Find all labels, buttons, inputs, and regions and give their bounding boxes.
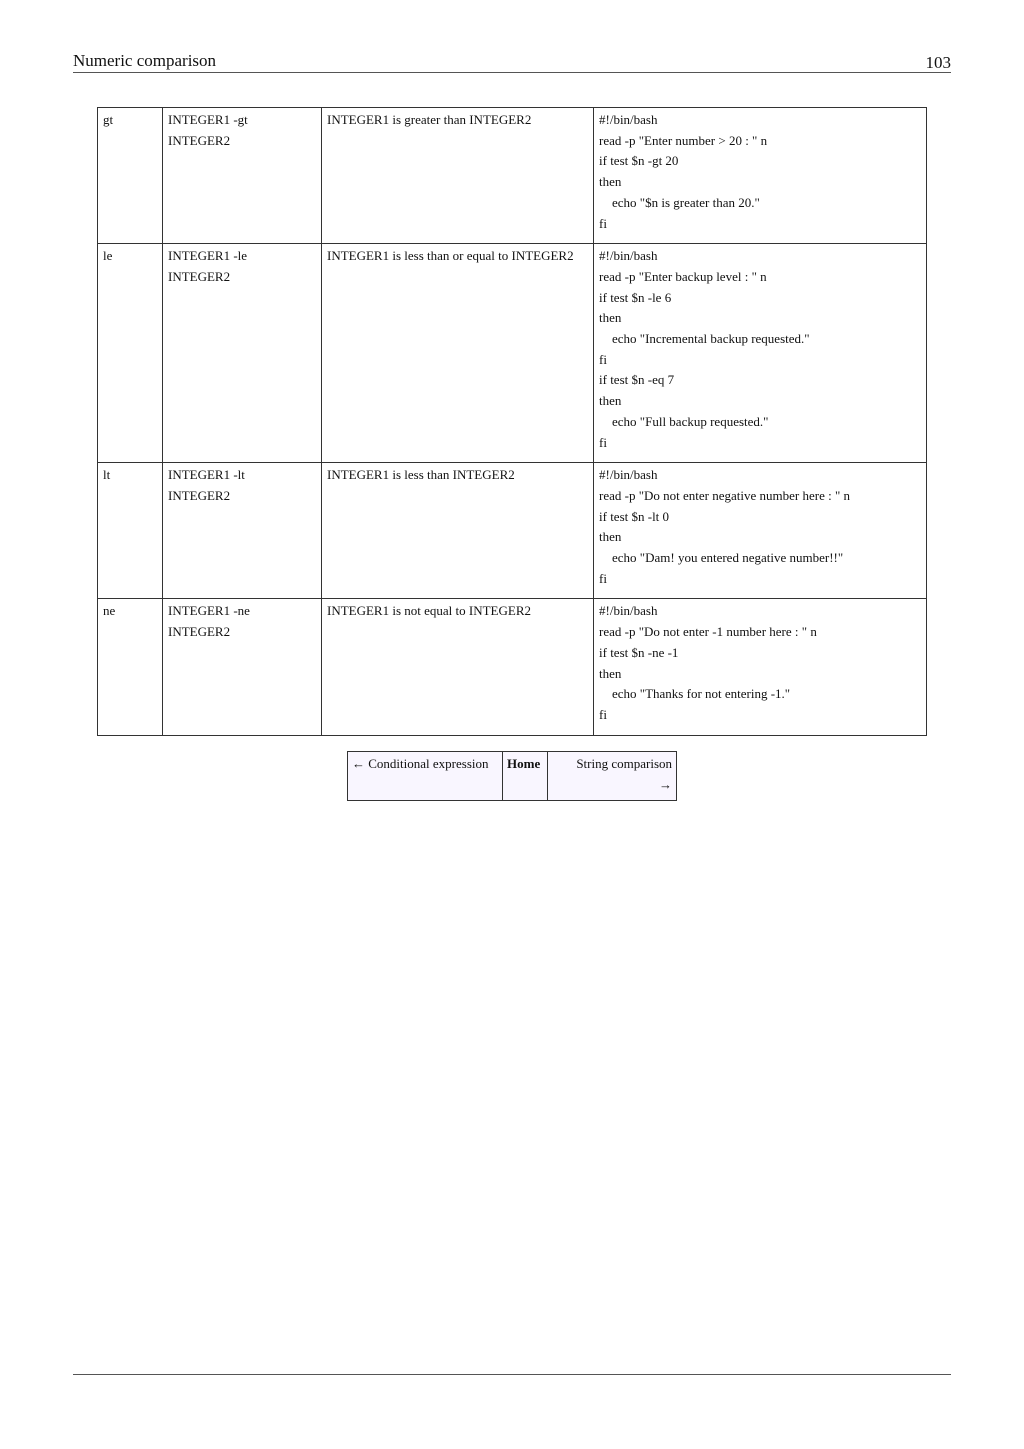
code-line: echo "Dam! you entered negative number!!": [612, 550, 844, 566]
syntax-line: INTEGER2: [168, 268, 231, 284]
description-cell: INTEGER1 is less than or equal to INTEGER2: [322, 244, 594, 463]
description-cell: INTEGER1 is greater than INTEGER2: [322, 108, 594, 244]
syntax-line: INTEGER2: [168, 487, 231, 503]
syntax-line: INTEGER1 -le: [168, 248, 248, 264]
syntax-cell: [163, 244, 322, 463]
description-cell: INTEGER1 is not equal to INTEGER2: [322, 599, 594, 735]
code-line: if test $n -ne -1: [599, 644, 679, 660]
code-line: #!/bin/bash: [599, 467, 658, 483]
code-line: fi: [599, 215, 607, 231]
table-row: [98, 244, 927, 463]
operator-cell: gt: [98, 108, 163, 244]
syntax-cell: [163, 108, 322, 244]
code-line: then: [599, 393, 622, 409]
code-line: then: [599, 174, 622, 190]
code-line: #!/bin/bash: [599, 112, 658, 127]
code-line: echo "$n is greater than 20.": [612, 194, 760, 210]
example-cell: [594, 244, 927, 463]
example-cell: [594, 599, 927, 735]
code-line: #!/bin/bash: [599, 248, 658, 264]
syntax-line: INTEGER1 -gt: [168, 112, 248, 127]
code-line: read -p "Enter number > 20 : " n: [599, 132, 768, 148]
code-line: fi: [599, 570, 607, 586]
syntax-cell: [163, 599, 322, 735]
example-cell: [594, 463, 927, 599]
code-line: then: [599, 529, 622, 545]
description-cell: INTEGER1 is less than INTEGER2: [322, 463, 594, 599]
operator-cell: le: [98, 244, 163, 463]
code-line: echo "Incremental backup requested.": [612, 331, 810, 347]
page-header: [73, 50, 951, 73]
prev-link-conditional-expression[interactable]: ← Conditional expression: [348, 752, 503, 801]
navigation-row: [348, 752, 677, 801]
operator-cell: ne: [98, 599, 163, 735]
code-line: read -p "Do not enter -1 number here : " n: [599, 624, 817, 640]
syntax-line: INTEGER1 -ne: [168, 603, 250, 619]
navigation-box: [347, 751, 677, 801]
code-line: fi: [599, 351, 607, 367]
syntax-line: INTEGER2: [168, 132, 231, 148]
syntax-cell: [163, 463, 322, 599]
home-link[interactable]: Home: [503, 752, 548, 801]
code-line: fi: [599, 706, 607, 722]
syntax-line: INTEGER2: [168, 624, 231, 640]
code-line: echo "Full backup requested.": [612, 413, 769, 429]
next-link-string-comparison[interactable]: [548, 752, 677, 801]
example-cell: [594, 108, 927, 244]
code-line: if test $n -gt 20: [599, 153, 679, 169]
syntax-line: INTEGER1 -lt: [168, 467, 245, 483]
page-title: Numeric comparison: [73, 51, 217, 70]
right-arrow-icon: →: [659, 776, 672, 792]
code-line: then: [599, 310, 622, 326]
code-line: read -p "Do not enter negative number here : " n: [599, 487, 851, 503]
code-line: fi: [599, 434, 607, 450]
code-line: echo "Thanks for not entering -1.": [612, 686, 791, 702]
table-row: [98, 108, 927, 244]
page-footer-rule: [73, 1374, 951, 1375]
code-line: if test $n -le 6: [599, 289, 672, 305]
page-number: 103: [925, 53, 951, 72]
operator-cell: lt: [98, 463, 163, 599]
numeric-comparison-table: [97, 107, 927, 736]
code-line: if test $n -eq 7: [599, 372, 675, 388]
table-row: [98, 599, 927, 735]
code-line: #!/bin/bash: [599, 603, 658, 619]
code-line: read -p "Enter backup level : " n: [599, 268, 767, 284]
table-row: [98, 463, 927, 599]
code-line: then: [599, 665, 622, 681]
code-line: if test $n -lt 0: [599, 508, 670, 524]
next-link-label: String comparison: [576, 756, 672, 771]
